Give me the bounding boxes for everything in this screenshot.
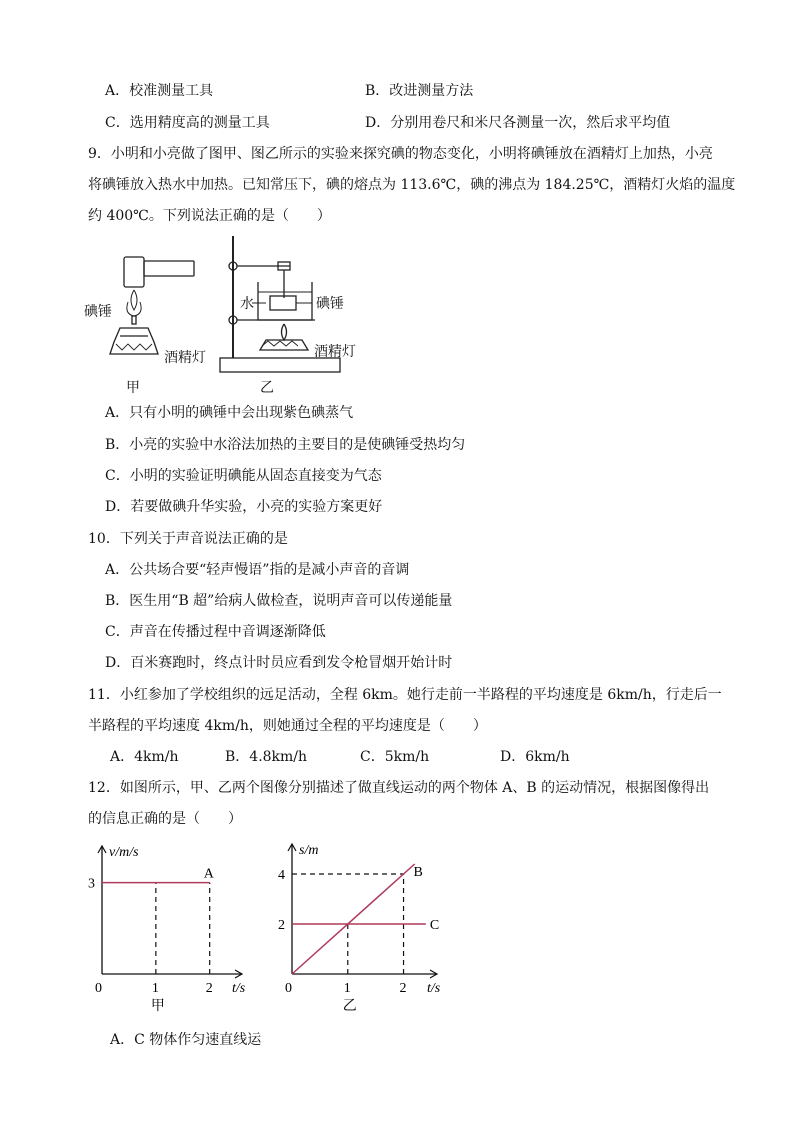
chart-title: 甲 [150,999,165,1014]
q9-stem-line2: 将碘锤放入热水中加热。已知常压下，碘的熔点为 113.6℃，碘的沸点为 184.25℃，酒精灯火焰的温度 [88,177,736,193]
q9-option-d: D．若要做碘升华实验，小亮的实验方案更好 [105,499,383,515]
label-dianchui-right: 碘锤 [316,297,344,312]
series-label-A: A [203,866,214,882]
x-tick-label: 1 [343,981,351,996]
q10-option-d: D．百米赛跑时，终点计时员应看到发令枪冒烟开始计时 [105,655,453,671]
q11-option-c: C．5km/h [360,749,430,765]
chart-jia-velocity-time [88,840,258,1020]
q9-stem-line1: 9．小明和小亮做了图甲、图乙所示的实验来探究碘的物态变化，小明将碘锤放在酒精灯上加热，小亮 [88,146,713,162]
label-yi: 乙 [260,381,274,396]
label-jiujingdeng-right: 酒精灯 [314,345,356,360]
x-tick-label: 1 [151,981,159,996]
q11-stem-line1: 11．小红参加了学校组织的远足活动，全程 6km。她行走前一半路程的平均速度是 6km/h，行走后一 [88,687,722,703]
label-shui: 水 [240,297,254,312]
y-axis-label: s/m [299,843,319,858]
q11-option-b: B．4.8km/h [225,749,308,765]
q11-option-d: D．6km/h [500,749,570,765]
q10-option-b: B．医生用“B 超”给病人做检查，说明声音可以传递能量 [105,593,453,609]
q8-option-b: B．改进测量方法 [365,83,474,99]
q8-option-a: A．校准测量工具 [105,83,214,99]
q9-option-c: C．小明的实验证明碘能从固态直接变为气态 [105,468,382,484]
q9-stem-line3: 约 400℃。下列说法正确的是（ ） [88,208,331,224]
q11-option-a: A．4km/h [110,749,179,765]
x-tick-label: 0 [95,981,102,996]
q12-stem-line2: 的信息正确的是（ ） [88,811,242,827]
q12-stem-line1: 12．如图所示，甲、乙两个图像分别描述了做直线运动的两个物体 A、B 的运动情况，根据图像得出 [88,780,710,796]
label-dianchui-left: 碘锤 [84,305,112,320]
y-axis-label: v/m/s [109,845,139,860]
x-axis-label: t/s [232,981,246,996]
q10-stem: 10．下列关于声音说法正确的是 [88,531,288,547]
y-tick-label: 3 [88,876,95,892]
q9-option-b: B．小亮的实验中水浴法加热的主要目的是使碘锤受热均匀 [105,437,466,453]
q11-stem-line2: 半路程的平均速度 4km/h，则她通过全程的平均速度是（ ） [88,718,487,734]
series-label-C: C [429,918,440,933]
q10-option-c: C．声音在传播过程中音调逐渐降低 [105,624,326,640]
iodine-experiment-figure [80,232,380,400]
y-tick-label: 2 [278,918,285,933]
q12-option-a: A．C 物体作匀速直线运 [110,1032,262,1048]
label-jiujingdeng-left: 酒精灯 [164,351,206,366]
q8-option-c: C．选用精度高的测量工具 [105,115,270,131]
chart-title: 乙 [342,999,357,1014]
label-jia: 甲 [126,381,140,396]
chart-yi-distance-time [270,836,440,1020]
x-tick-label: 2 [205,981,213,996]
jia-apparatus [110,257,194,354]
q9-option-a: A．只有小明的碘锤中会出现紫色碘蒸气 [105,405,354,421]
x-tick-label: 0 [285,981,292,996]
x-axis-label: t/s [427,981,440,996]
x-tick-label: 2 [399,981,407,996]
series-label-B: B [413,865,423,880]
y-tick-label: 4 [278,868,285,883]
series-line-B [292,864,415,974]
q8-option-d: D．分别用卷尺和米尺各测量一次，然后求平均值 [365,115,671,131]
q10-option-a: A．公共场合要“轻声慢语”指的是减小声音的音调 [105,562,410,578]
